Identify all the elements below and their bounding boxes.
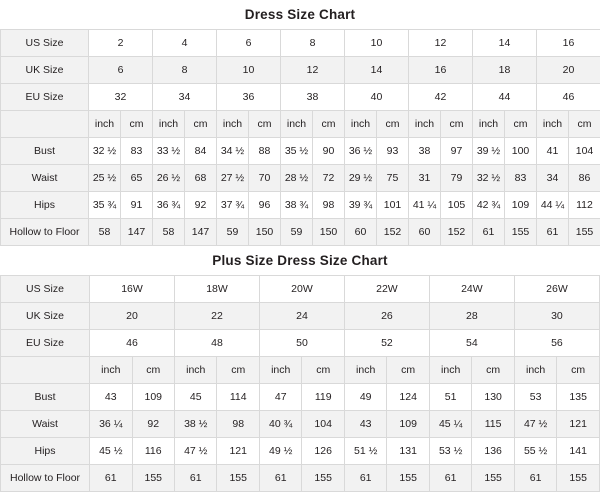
cell: 20: [90, 303, 175, 330]
cell: 109: [132, 384, 174, 411]
cell: 34 ½: [217, 138, 249, 165]
cell: 46: [537, 84, 600, 111]
cell: 16W: [90, 276, 175, 303]
page-title: Dress Size Chart: [0, 0, 600, 29]
cell: 109: [505, 192, 537, 219]
cell: 61: [514, 465, 556, 492]
cell: 25 ½: [89, 165, 121, 192]
cell: 35 ½: [281, 138, 313, 165]
cell: 43: [90, 384, 132, 411]
table-row: [1, 303, 600, 330]
cell: 28: [429, 303, 514, 330]
cell: 10: [217, 57, 281, 84]
cell: 61: [429, 465, 471, 492]
cell: 42: [409, 84, 473, 111]
cell: 91: [121, 192, 153, 219]
cell: 86: [569, 165, 600, 192]
cell: 59: [281, 219, 313, 246]
cell: 130: [472, 384, 514, 411]
cell: 58: [89, 219, 121, 246]
cell: 36: [217, 84, 281, 111]
row-label-units: [1, 111, 89, 138]
cell: 51: [429, 384, 471, 411]
cell: 152: [441, 219, 473, 246]
cell: 121: [557, 411, 600, 438]
cell: 2: [89, 30, 153, 57]
cell: 56: [514, 330, 599, 357]
cell: 14: [473, 30, 537, 57]
cell: 40 ¾: [259, 411, 301, 438]
cell: 20W: [259, 276, 344, 303]
cell: 31: [409, 165, 441, 192]
unit-cell: cm: [472, 357, 514, 384]
unit-cell: cm: [441, 111, 473, 138]
unit-cell: inch: [259, 357, 301, 384]
cell: 55 ½: [514, 438, 556, 465]
row-label-bust: Bust: [1, 384, 90, 411]
unit-cell: inch: [409, 111, 441, 138]
cell: 155: [387, 465, 429, 492]
cell: 60: [345, 219, 377, 246]
table-row: [1, 276, 600, 303]
cell: 155: [557, 465, 600, 492]
unit-cell: inch: [514, 357, 556, 384]
dress-size-chart-table: [0, 29, 600, 246]
cell: 36 ½: [345, 138, 377, 165]
cell: 26 ½: [153, 165, 185, 192]
unit-cell: cm: [249, 111, 281, 138]
row-label-bust: Bust: [1, 138, 89, 165]
unit-cell: cm: [387, 357, 429, 384]
row-label-units: [1, 357, 90, 384]
unit-cell: cm: [557, 357, 600, 384]
unit-cell: inch: [345, 111, 377, 138]
cell: 47 ½: [175, 438, 217, 465]
cell: 24W: [429, 276, 514, 303]
cell: 12: [409, 30, 473, 57]
cell: 32 ½: [89, 138, 121, 165]
cell: 53: [514, 384, 556, 411]
cell: 59: [217, 219, 249, 246]
cell: 72: [313, 165, 345, 192]
cell: 4: [153, 30, 217, 57]
cell: 29 ½: [345, 165, 377, 192]
table-row: [1, 165, 600, 192]
unit-cell: inch: [473, 111, 505, 138]
cell: 97: [441, 138, 473, 165]
table-row: [1, 384, 600, 411]
cell: 38 ½: [175, 411, 217, 438]
plus-size-dress-chart-block: [0, 246, 600, 492]
cell: 33 ½: [153, 138, 185, 165]
row-label-us-size: US Size: [1, 30, 89, 57]
cell: 47: [259, 384, 301, 411]
row-label-hollow-to-floor: Hollow to Floor: [1, 465, 90, 492]
cell: 41 ¼: [409, 192, 441, 219]
cell: 40: [345, 84, 409, 111]
table-row: [1, 30, 600, 57]
cell: 121: [217, 438, 259, 465]
cell: 24: [259, 303, 344, 330]
cell: 61: [90, 465, 132, 492]
unit-cell: cm: [185, 111, 217, 138]
cell: 47 ½: [514, 411, 556, 438]
cell: 126: [302, 438, 344, 465]
cell: 88: [249, 138, 281, 165]
cell: 150: [313, 219, 345, 246]
cell: 18: [473, 57, 537, 84]
unit-cell: inch: [175, 357, 217, 384]
cell: 61: [473, 219, 505, 246]
plus-size-title: Plus Size Dress Size Chart: [0, 246, 600, 275]
cell: 35 ¾: [89, 192, 121, 219]
unit-cell: cm: [569, 111, 600, 138]
cell: 46: [90, 330, 175, 357]
cell: 39 ½: [473, 138, 505, 165]
cell: 58: [153, 219, 185, 246]
cell: 155: [132, 465, 174, 492]
cell: 44: [473, 84, 537, 111]
unit-cell: inch: [429, 357, 471, 384]
row-label-hips: Hips: [1, 438, 90, 465]
cell: 104: [302, 411, 344, 438]
cell: 18W: [175, 276, 260, 303]
cell: 52: [344, 330, 429, 357]
cell: 53 ½: [429, 438, 471, 465]
cell: 101: [377, 192, 409, 219]
cell: 155: [217, 465, 259, 492]
row-label-eu-size: EU Size: [1, 330, 90, 357]
cell: 131: [387, 438, 429, 465]
cell: 43: [344, 411, 386, 438]
unit-cell: cm: [313, 111, 345, 138]
cell: 135: [557, 384, 600, 411]
cell: 49 ½: [259, 438, 301, 465]
cell: 8: [153, 57, 217, 84]
row-label-hips: Hips: [1, 192, 89, 219]
table-row: [1, 192, 600, 219]
cell: 79: [441, 165, 473, 192]
cell: 105: [441, 192, 473, 219]
cell: 100: [505, 138, 537, 165]
cell: 39 ¾: [345, 192, 377, 219]
cell: 38: [409, 138, 441, 165]
cell: 32 ½: [473, 165, 505, 192]
cell: 42 ¾: [473, 192, 505, 219]
cell: 90: [313, 138, 345, 165]
unit-cell: cm: [302, 357, 344, 384]
cell: 32: [89, 84, 153, 111]
cell: 16: [537, 30, 600, 57]
cell: 84: [185, 138, 217, 165]
dress-size-chart-body: [1, 30, 600, 246]
table-row: [1, 84, 600, 111]
cell: 155: [302, 465, 344, 492]
cell: 61: [175, 465, 217, 492]
cell: 98: [313, 192, 345, 219]
cell: 14: [345, 57, 409, 84]
cell: 54: [429, 330, 514, 357]
cell: 51 ½: [344, 438, 386, 465]
unit-cell: inch: [281, 111, 313, 138]
cell: 20: [537, 57, 600, 84]
cell: 27 ½: [217, 165, 249, 192]
cell: 28 ½: [281, 165, 313, 192]
cell: 22: [175, 303, 260, 330]
table-row-units: [1, 111, 600, 138]
cell: 22W: [344, 276, 429, 303]
plus-size-chart-body: [1, 276, 600, 492]
unit-cell: cm: [505, 111, 537, 138]
cell: 116: [132, 438, 174, 465]
row-label-us-size: US Size: [1, 276, 90, 303]
cell: 26W: [514, 276, 599, 303]
table-row: [1, 438, 600, 465]
cell: 8: [281, 30, 345, 57]
unit-cell: inch: [344, 357, 386, 384]
cell: 16: [409, 57, 473, 84]
cell: 124: [387, 384, 429, 411]
cell: 152: [377, 219, 409, 246]
cell: 109: [387, 411, 429, 438]
row-label-waist: Waist: [1, 411, 90, 438]
cell: 141: [557, 438, 600, 465]
cell: 49: [344, 384, 386, 411]
unit-cell: inch: [89, 111, 121, 138]
cell: 136: [472, 438, 514, 465]
unit-cell: inch: [217, 111, 249, 138]
unit-cell: cm: [121, 111, 153, 138]
cell: 41: [537, 138, 569, 165]
cell: 48: [175, 330, 260, 357]
cell: 92: [185, 192, 217, 219]
cell: 10: [345, 30, 409, 57]
cell: 83: [505, 165, 537, 192]
cell: 92: [132, 411, 174, 438]
cell: 38 ¾: [281, 192, 313, 219]
cell: 38: [281, 84, 345, 111]
unit-cell: inch: [153, 111, 185, 138]
cell: 155: [472, 465, 514, 492]
table-row: [1, 219, 600, 246]
cell: 114: [217, 384, 259, 411]
cell: 70: [249, 165, 281, 192]
cell: 44 ¼: [537, 192, 569, 219]
cell: 68: [185, 165, 217, 192]
cell: 65: [121, 165, 153, 192]
table-row: [1, 57, 600, 84]
cell: 12: [281, 57, 345, 84]
cell: 155: [505, 219, 537, 246]
cell: 83: [121, 138, 153, 165]
row-label-waist: Waist: [1, 165, 89, 192]
table-row-units: [1, 357, 600, 384]
cell: 36 ¼: [90, 411, 132, 438]
cell: 147: [185, 219, 217, 246]
cell: 150: [249, 219, 281, 246]
cell: 93: [377, 138, 409, 165]
cell: 60: [409, 219, 441, 246]
cell: 115: [472, 411, 514, 438]
table-row: [1, 330, 600, 357]
cell: 30: [514, 303, 599, 330]
cell: 50: [259, 330, 344, 357]
cell: 45 ¼: [429, 411, 471, 438]
cell: 6: [217, 30, 281, 57]
cell: 26: [344, 303, 429, 330]
cell: 98: [217, 411, 259, 438]
cell: 61: [344, 465, 386, 492]
cell: 45 ½: [90, 438, 132, 465]
row-label-uk-size: UK Size: [1, 57, 89, 84]
cell: 104: [569, 138, 600, 165]
unit-cell: cm: [132, 357, 174, 384]
cell: 37 ¾: [217, 192, 249, 219]
plus-size-chart-table: [0, 275, 600, 492]
cell: 119: [302, 384, 344, 411]
cell: 96: [249, 192, 281, 219]
row-label-uk-size: UK Size: [1, 303, 90, 330]
unit-cell: cm: [377, 111, 409, 138]
unit-cell: inch: [537, 111, 569, 138]
cell: 61: [537, 219, 569, 246]
cell: 36 ¾: [153, 192, 185, 219]
cell: 147: [121, 219, 153, 246]
table-row: [1, 411, 600, 438]
cell: 61: [259, 465, 301, 492]
cell: 6: [89, 57, 153, 84]
unit-cell: inch: [90, 357, 132, 384]
row-label-eu-size: EU Size: [1, 84, 89, 111]
table-row: [1, 138, 600, 165]
cell: 34: [537, 165, 569, 192]
cell: 155: [569, 219, 600, 246]
cell: 112: [569, 192, 600, 219]
cell: 34: [153, 84, 217, 111]
table-row: [1, 465, 600, 492]
unit-cell: cm: [217, 357, 259, 384]
cell: 45: [175, 384, 217, 411]
cell: 75: [377, 165, 409, 192]
row-label-hollow-to-floor: Hollow to Floor: [1, 219, 89, 246]
